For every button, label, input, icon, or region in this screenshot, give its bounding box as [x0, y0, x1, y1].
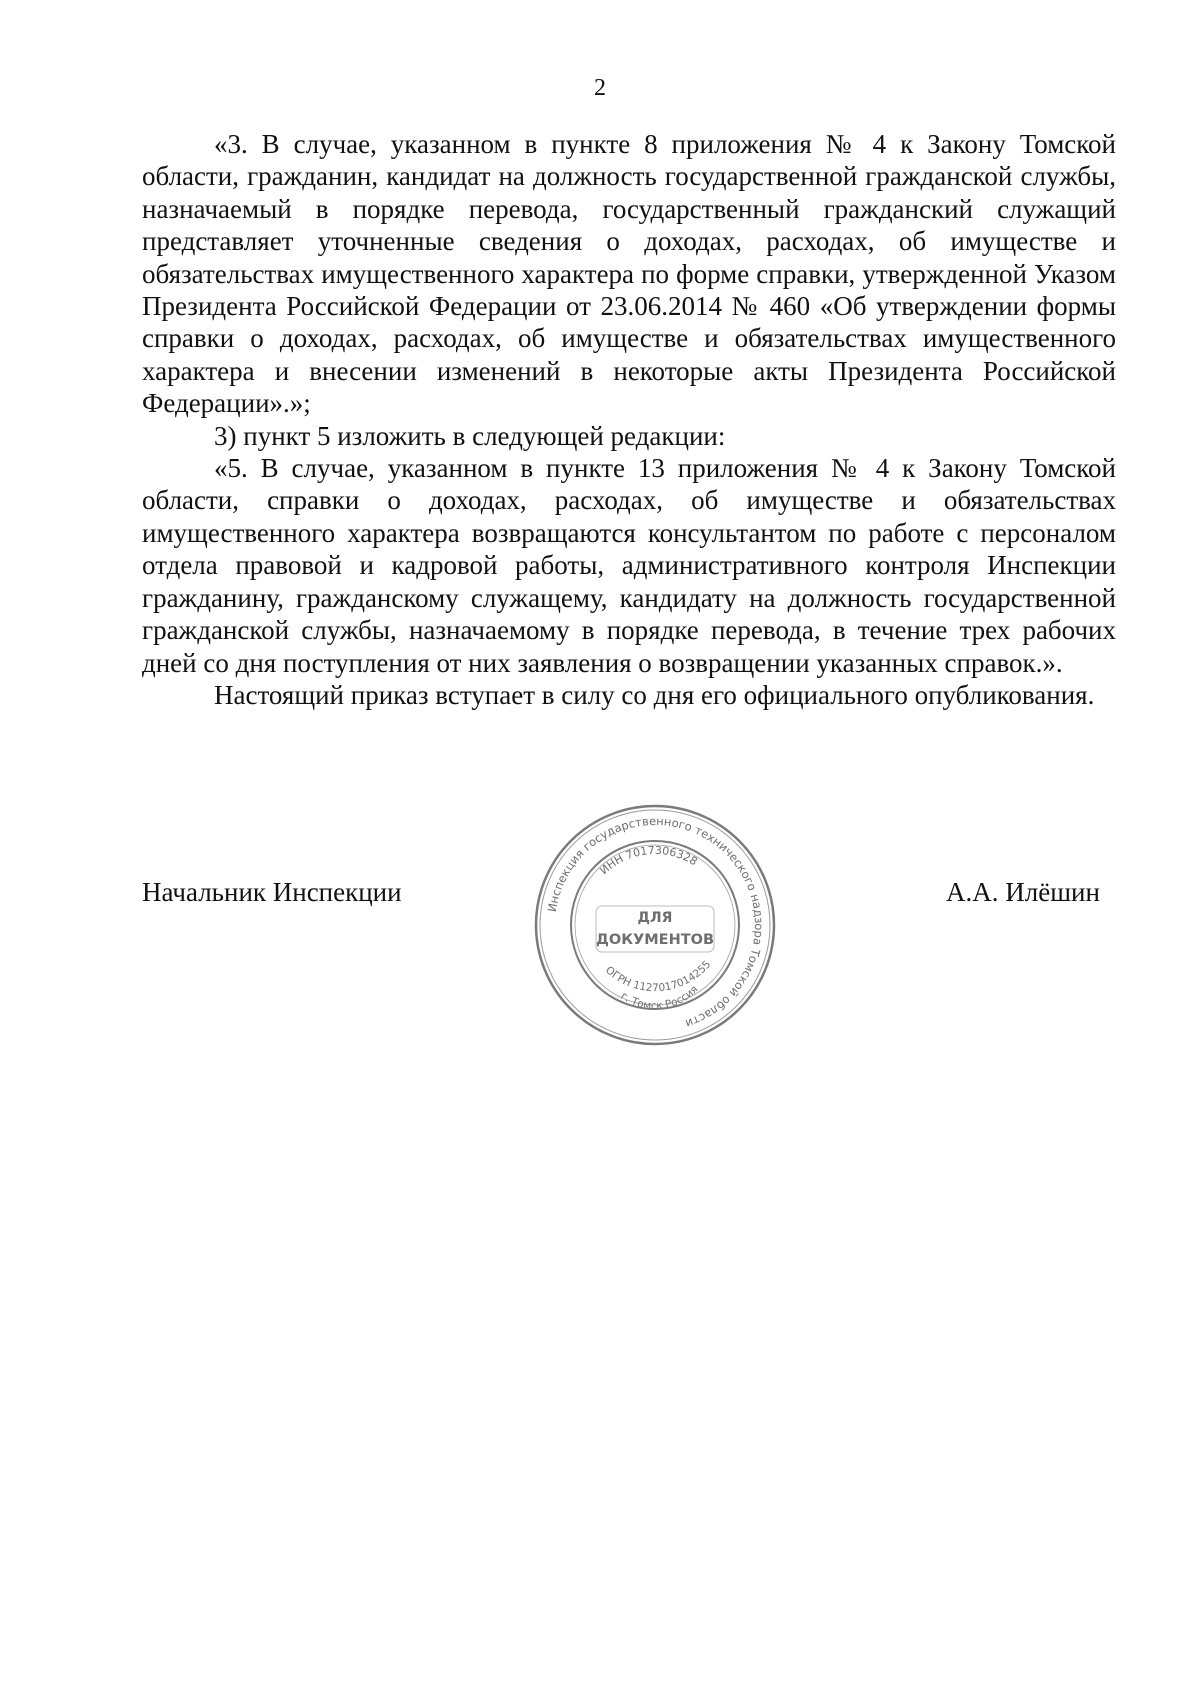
seal-ogrn-text: ОГРН 1127017014255: [602, 958, 714, 995]
signature-name: А.А. Илёшин: [946, 877, 1100, 907]
official-seal-stamp: [534, 804, 776, 1046]
page-number: 2: [594, 75, 606, 101]
seal-outer-ring-text: Инспекция государственного технического надзора Томской области: [544, 813, 767, 1031]
seal-city-text: г. Томск Россия: [618, 983, 701, 1013]
seal-graphic: [534, 804, 776, 1046]
document-body: [142, 128, 1116, 711]
paragraph-subitem-3: 3) пункт 5 изложить в следующей редакции:: [214, 420, 726, 451]
seal-inn-text: ИНН 7017306328: [597, 843, 700, 878]
seal-center-line-1: ДЛЯ: [637, 910, 673, 926]
paragraph-item-3-text: «3. В случае, указанном в пункте 8 приложения № 4 к Закону Томской области, гражданин, кандидат на должность государственной гражданской службы, назначаемый в порядке перевода, государственный гражданский служащий представляет уточненные сведения о доходах, расходах, об имуществе и обязательствах имущественного характера по форме справки, утвержденной Указом Президента Российской Федерации от 23.06.2014 № 460 «Об утверждении формы справки о доходах, расходах, об имуществе и обязательствах имущественного характера и внесении изменений в некоторые акты Президента Российской Федерации».»;: [142, 129, 1116, 419]
signature-title: Начальник Инспекции: [142, 877, 402, 907]
paragraph-effective-date: Настоящий приказ вступает в силу со дня его официального опубликования.: [214, 679, 1095, 710]
paragraph-item-5-text: «5. В случае, указанном в пункте 13 приложения № 4 к Закону Томской области, справки о доходах, расходах, об имуществе и обязательствах имущественного характера возвращаются консультантом по работе с персоналом отдела правовой и кадровой работы, административного контроля Инспекции гражданину, гражданскому служащему, кандидату на должность государственной гражданской службы, назначаемому в порядке перевода, в течение трех рабочих дней со дня поступления от них заявления о возвращении указанных справок.».: [142, 453, 1116, 678]
seal-center-line-2: ДОКУМЕНТОВ: [595, 932, 715, 948]
